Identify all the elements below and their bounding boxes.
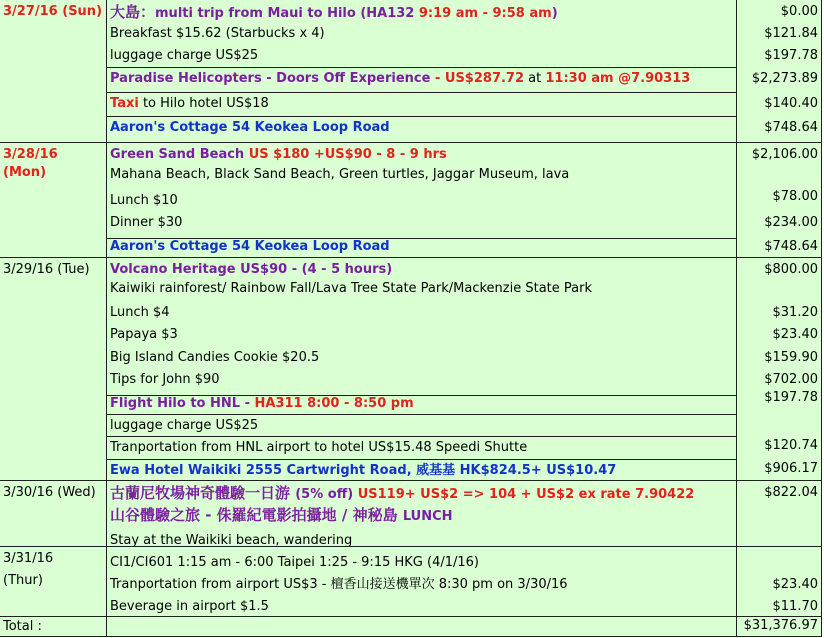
description-cell[interactable]: [107, 547, 737, 617]
description-part: 山谷體驗之旅 - 侏羅紀電影拍攝地 / 神秘島: [110, 506, 403, 524]
item-description: [110, 120, 390, 136]
item-description: Papaya $3: [110, 327, 178, 342]
date-label: 3/28/16: [3, 147, 58, 162]
amount-cell[interactable]: [737, 547, 822, 617]
description-part: 大島：: [110, 3, 156, 21]
total-label: Total :: [3, 619, 42, 634]
item-amount: $197.78: [764, 48, 818, 63]
date-cell[interactable]: [0, 258, 107, 481]
description-part: Aaron's Cottage 54 Keokea Loop Road: [110, 120, 390, 135]
item-amount: $159.90: [764, 350, 818, 365]
date-sublabel: (Mon): [3, 165, 47, 180]
date-label: 3/30/16 (Wed): [3, 485, 96, 500]
row-divider: [107, 436, 737, 437]
row-divider: [107, 238, 737, 239]
date-label: 3/29/16 (Tue): [3, 262, 90, 277]
row-divider: [107, 92, 737, 93]
description-part: US119+ US$2 => 104 + US$2 ex rate 7.90422: [357, 487, 695, 502]
total-middle-cell: [107, 617, 737, 637]
row-divider: [107, 459, 737, 460]
item-amount: $702.00: [764, 372, 818, 387]
row-divider: [107, 395, 737, 396]
item-amount: $23.40: [772, 577, 818, 592]
description-part: 11:30 am @7.90313: [545, 71, 691, 86]
item-description: [110, 147, 447, 163]
description-part: to Hilo hotel US$18: [138, 96, 269, 111]
amount-cell[interactable]: [737, 481, 822, 547]
item-description: Beverage in airport $1.5: [110, 599, 269, 614]
description-cell[interactable]: [107, 258, 737, 481]
row-divider: [107, 67, 737, 68]
item-description: Tranportation from HNL airport to hotel US$15.48 Speedi Shutte: [110, 440, 528, 455]
item-description: CI1/CI601 1:15 am - 6:00 Taipei 1:25 - 9:15 HKG (4/1/16): [110, 555, 479, 570]
item-amount: $11.70: [772, 599, 818, 614]
description-part: Green Sand Beach: [110, 147, 249, 162]
item-amount: $197.78: [764, 390, 818, 405]
item-description: Big Island Candies Cookie $20.5: [110, 350, 320, 365]
date-cell[interactable]: [0, 0, 107, 143]
item-amount: $31.20: [772, 305, 818, 320]
description-part: Ewa Hotel Waikiki 2555 Cartwright Road, 威基基 HK$824.5+ US$10.47: [110, 463, 617, 478]
description-cell[interactable]: [107, 0, 737, 143]
description-cell[interactable]: [107, 481, 737, 547]
amount-cell[interactable]: [737, 143, 822, 258]
description-part: 9:19 am - 9:58 am: [418, 6, 552, 21]
item-description: luggage charge US$25: [110, 48, 259, 63]
description-cell[interactable]: [107, 143, 737, 258]
item-amount: $0.00: [780, 4, 818, 19]
item-amount: $23.40: [772, 327, 818, 342]
item-description: [110, 396, 414, 412]
item-description: [110, 4, 558, 20]
description-part: multi trip from Maui to Hilo (HA132: [155, 6, 419, 21]
item-amount: $748.64: [764, 239, 818, 254]
item-description: Dinner $30: [110, 215, 183, 230]
date-label: 3/27/16 (Sun): [3, 4, 103, 19]
description-part: Volcano Heritage US$90 - (4 - 5 hours): [110, 262, 393, 277]
description-part: Aaron's Cottage 54 Keokea Loop Road: [110, 239, 390, 254]
total-amount-cell: [737, 617, 822, 637]
item-amount: $748.64: [764, 120, 818, 135]
item-description: luggage charge US$25: [110, 418, 259, 433]
item-amount: $234.00: [764, 215, 818, 230]
description-part: at: [524, 71, 546, 86]
description-part: HA311 8:00 - 8:50 pm: [254, 396, 414, 411]
item-amount: $822.04: [764, 485, 818, 500]
amount-cell[interactable]: [737, 258, 822, 481]
item-amount: $800.00: [764, 262, 818, 277]
description-part: US $180 +US$90 - 8 - 9 hrs: [248, 147, 447, 162]
item-description: Mahana Beach, Black Sand Beach, Green turtles, Jaggar Museum, lava: [110, 167, 570, 182]
item-description: [110, 96, 269, 112]
item-amount: $120.74: [764, 438, 818, 453]
total-label-cell: [0, 617, 107, 637]
amount-cell[interactable]: [737, 0, 822, 143]
description-part: Flight Hilo to HNL -: [110, 396, 255, 411]
description-part: 古蘭尼牧場神奇體驗一日游: [110, 484, 296, 502]
description-part: - US$287.72: [434, 71, 525, 86]
item-amount: $2,106.00: [751, 147, 818, 162]
item-description: Lunch $4: [110, 305, 170, 320]
item-amount: $78.00: [772, 189, 818, 204]
item-description: Tips for John $90: [110, 372, 220, 387]
date-sublabel: (Thur): [3, 573, 43, 588]
item-description: Tranportation from airport US$3 - 檀香山接送機單次 8:30 pm on 3/30/16: [110, 577, 568, 592]
item-description: [110, 71, 690, 87]
description-part: LUNCH: [402, 509, 453, 524]
item-description: [110, 262, 392, 278]
item-description: Lunch $10: [110, 193, 178, 208]
item-description: [110, 463, 616, 479]
description-part: (5% off): [295, 487, 358, 502]
date-label: 3/31/16: [3, 551, 54, 566]
item-description: Kaiwiki rainforest/ Rainbow Fall/Lava Tree State Park/Mackenzie State Park: [110, 281, 592, 296]
item-amount: $140.40: [764, 96, 818, 111]
description-part: Taxi: [110, 96, 139, 111]
item-amount: $906.17: [764, 461, 818, 476]
row-divider: [107, 414, 737, 415]
item-description: Breakfast $15.62 (Starbucks x 4): [110, 26, 325, 41]
item-amount: $2,273.89: [751, 71, 818, 86]
date-cell[interactable]: [0, 547, 107, 617]
total-amount: $31,376.97: [743, 618, 818, 633]
date-cell[interactable]: [0, 481, 107, 547]
item-description: Stay at the Waikiki beach, wandering: [110, 533, 353, 547]
item-amount: $121.84: [764, 26, 818, 41]
date-cell[interactable]: [0, 143, 107, 258]
item-description: [110, 239, 390, 255]
item-description: [110, 485, 694, 501]
item-description: [110, 507, 453, 523]
description-part: ): [551, 6, 558, 21]
description-part: Paradise Helicopters - Doors Off Experience: [110, 71, 435, 86]
row-divider: [107, 116, 737, 117]
